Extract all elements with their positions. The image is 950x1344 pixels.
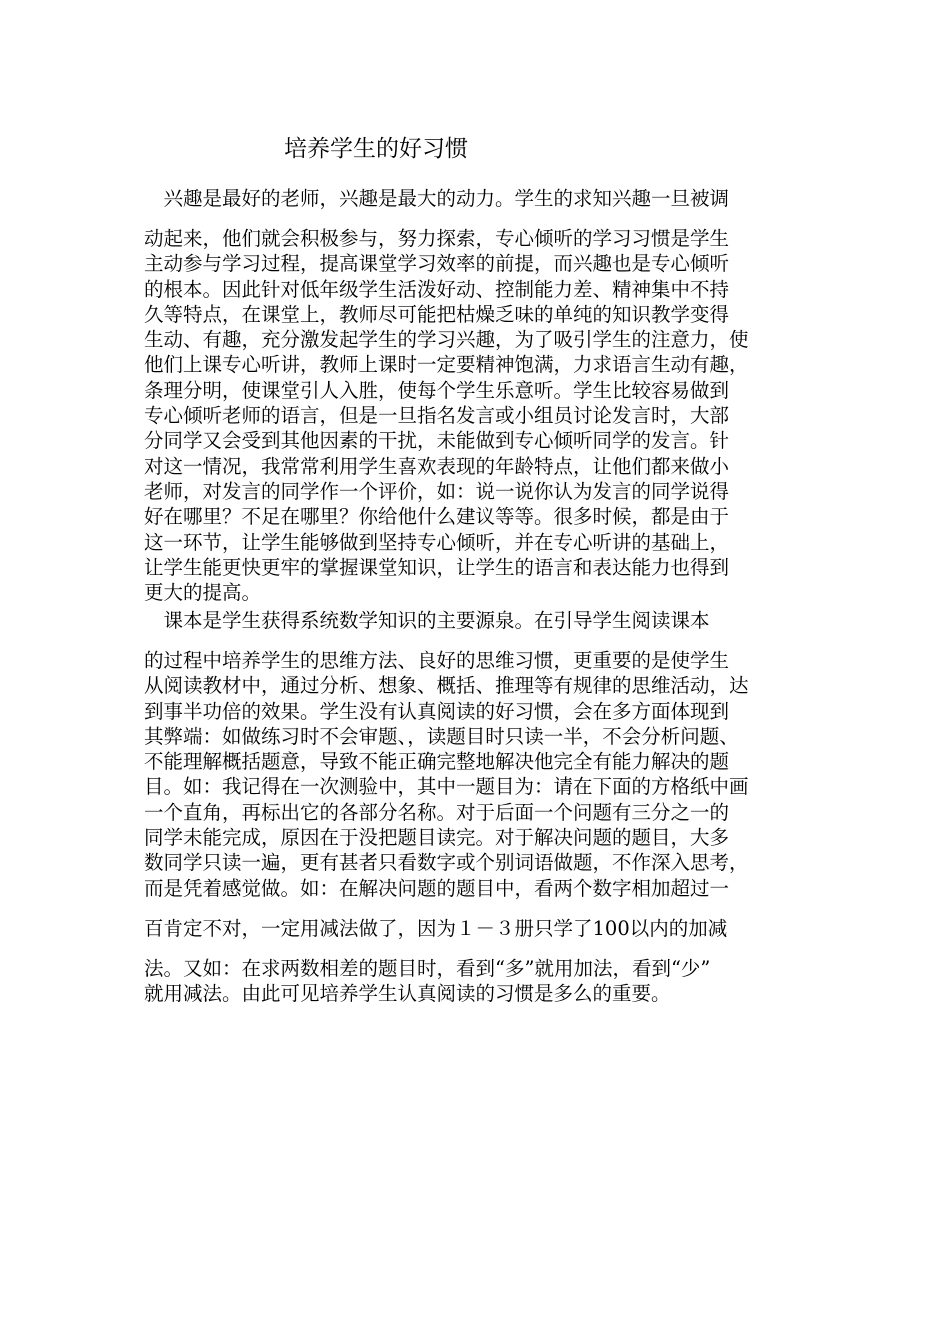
paragraph-line: 其弊端：如做练习时不会审题、，读题目时只读一半，不会分析问题、 [144, 724, 739, 748]
paragraph-line: 专心倾听老师的语言，但是一旦指名发言或小组员讨论发言时，大部 [144, 404, 730, 428]
paragraph-line: 他们上课专心听讲，教师上课时一定要精神饱满，力求语言生动有趣， [144, 353, 749, 377]
paragraph-line: 的过程中培养学生的思维方法、良好的思维习惯，更重要的是使学生 [144, 649, 730, 672]
paragraph-line: 久等特点，在课堂上，教师尽可能把枯燥乏味的单纯的知识教学变得 [144, 302, 730, 326]
paragraph-line: 百肯定不对，一定用减法做了，因为１－３册只学了100以内的加减 [144, 916, 728, 940]
paragraph-line: 主动参与学习过程，提高课堂学习效率的前提，而兴趣也是专心倾听 [144, 252, 730, 276]
paragraph-line: 条理分明，使课堂引人入胜，使每个学生乐意听。学生比较容易做到 [144, 378, 730, 402]
paragraph-line: 而是凭着感觉做。如：在解决问题的题目中，看两个数字相加超过一 [144, 876, 730, 900]
paragraph-line: 到事半功倍的效果。学生没有认真阅读的好习惯，会在多方面体现到 [144, 699, 730, 723]
paragraph-interest [144, 186, 814, 605]
paragraph-line: 让学生能更快更牢的掌握课堂知识，让学生的语言和表达能力也得到 [144, 555, 730, 579]
paragraph-line: 更大的提高。 [144, 581, 262, 605]
paragraph-line: 课本是学生获得系统数学知识的主要源泉。在引导学生阅读课本 [144, 609, 710, 632]
paragraph-line: 生动、有趣，充分激发起学生的学习兴趣，为了吸引学生的注意力，使 [144, 328, 749, 352]
paragraph-line: 同学未能完成，原因在于没把题目读完。对于解决问题的题目，大多 [144, 826, 730, 850]
paragraph-line: 分同学又会受到其他因素的干扰，未能做到专心倾听同学的发言。针 [144, 429, 730, 453]
paragraph-reading [144, 608, 814, 1006]
paragraph-line: 法。又如：在求两数相差的题目时，看到“多”就用加法，看到“少” [144, 956, 711, 980]
paragraph-line: 这一环节，让学生能够做到坚持专心倾听，并在专心听讲的基础上， [144, 530, 730, 554]
paragraph-line: 就用减法。由此可见培养学生认真阅读的习惯是多么的重要。 [144, 981, 671, 1005]
paragraph-line: 老师，对发言的同学作一个评价，如：说一说你认为发言的同学说得 [144, 479, 730, 503]
paragraph-line: 对这一情况，我常常利用学生喜欢表现的年龄特点，让他们都来做小 [144, 454, 730, 478]
paragraph-line: 不能理解概括题意，导致不能正确完整地解决他完全有能力解决的题 [144, 750, 730, 774]
paragraph-line: 兴趣是最好的老师，兴趣是最大的动力。学生的求知兴趣一旦被调 [144, 187, 730, 210]
paragraph-line: 的根本。因此针对低年级学生活泼好动、控制能力差、精神集中不持 [144, 277, 730, 301]
paragraph-line: 从阅读教材中，通过分析、想象、概括、推理等有规律的思维活动，达 [144, 674, 749, 698]
paragraph-line: 一个直角，再标出它的各部分名称。对于后面一个问题有三分之一的 [144, 800, 730, 824]
paragraph-line: 动起来，他们就会积极参与，努力探索，专心倾听的学习习惯是学生 [144, 227, 730, 250]
paragraph-line: 目。如：我记得在一次测验中，其中一题目为：请在下面的方格纸中画 [144, 775, 749, 799]
paragraph-line: 好在哪里？不足在哪里？你给他什么建议等等。很多时候，都是由于 [144, 505, 730, 529]
paragraph-line: 数同学只读一遍，更有甚者只看数字或个别词语做题，不作深入思考， [144, 851, 749, 875]
document-title: 培养学生的好习惯 [284, 136, 468, 162]
